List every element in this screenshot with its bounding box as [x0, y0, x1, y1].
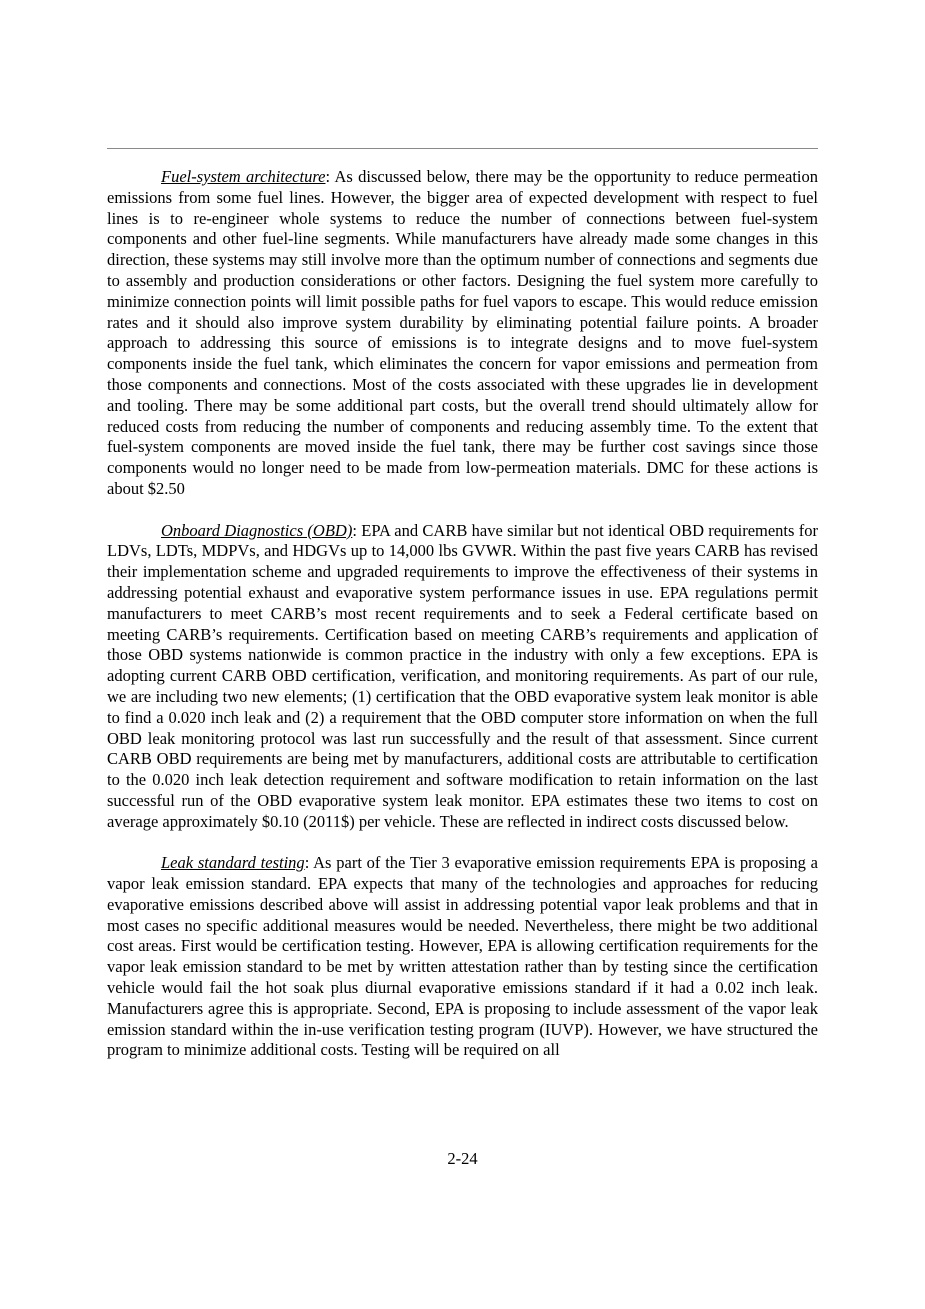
page-content	[107, 167, 818, 1061]
paragraph-lead-separator: :	[304, 853, 314, 873]
paragraph-lead: Fuel-system architecture	[161, 167, 326, 186]
paragraph-body: EPA and CARB have similar but not identical OBD requirements for LDVs, LDTs, MDPVs, and HDGVs up to 14,000 lbs GVWR. Within the past five years CARB has revised their implementation scheme and upgraded requirements to improve the effectiveness of their systems in addressing potential exhaust and evaporative system performance issues in use. EPA regulations permit manufacturers to meet CARB’s most recent requirements and to seek a Federal certificate based on meeting CARB’s requirements. Certification based on meeting CARB’s requirements and application of those OBD systems nationwide is common practice in the industry with only a few exceptions. EPA is adopting current CARB OBD certification, verification, and monitoring requirements. As part of our rule, we are including two new elements; (1) certification that the OBD evaporative system leak monitor is able to find a 0.020 inch leak and (2) a requirement that the OBD computer store information on when the full OBD leak monitoring protocol was last run successfully and the result of that assessment. Since current CARB OBD requirements are being met by manufacturers, additional costs are attributable to certification to the 0.020 inch leak detection requirement and software modification to retain information on the last successful run of the OBD evaporative system leak monitor. EPA estimates these two items to cost on average approximately $0.10 (2011$) per vehicle. These are reflected in indirect costs discussed below.	[107, 520, 818, 831]
paragraph-onboard-diagnostics	[107, 521, 818, 833]
paragraph-body: As part of the Tier 3 evaporative emission requirements EPA is proposing a vapor leak emission standard. EPA expects that many of the technologies and approaches for reducing evaporative emissions described above will assist in addressing potential vapor leak problems and that in most cases no specific additional measures would be needed. Nevertheless, there might be two additional cost areas. First would be certification testing. However, EPA is allowing certification requirements for the vapor leak emission standard to be met by written attestation rather than by testing since the certification vehicle would fail the hot soak plus diurnal evaporative emissions standard if it had a 0.02 inch leak. Manufacturers agree this is appropriate. Second, EPA is proposing to include assessment of the vapor leak emission standard within the in-use verification testing program (IUVP). However, we have structured the program to minimize additional costs. Testing will be required on all	[107, 853, 818, 1060]
paragraph-lead-separator: :	[325, 167, 335, 186]
paragraph-body: As discussed below, there may be the opportunity to reduce permeation emissions from some fuel lines. However, the bigger area of expected development with respect to fuel lines is to re-engineer whole systems to reduce the number of connections between fuel-system components and other fuel-line segments. While manufacturers have already made some changes in this direction, these systems may still involve more than the optimum number of connections and segments due to assembly and production considerations or other factors. Designing the fuel system more carefully to minimize connection points will limit possible paths for fuel vapors to escape. This would reduce emission rates and it should also improve system durability by eliminating potential failure points. A broader approach to addressing this source of emissions is to integrate designs and to move fuel-system components inside the fuel tank, which eliminates the concern for vapor emissions and permeation from those components and connections. Most of the costs associated with these upgrades lie in development and tooling. There may be some additional part costs, but the overall trend should ultimately allow for reduced costs from reducing the number of components and reducing assembly time. To the extent that fuel-system components are moved inside the fuel tank, there may be further cost savings since those components would no longer need to be made from low-permeation materials. DMC for these actions is about $2.50	[107, 167, 818, 498]
paragraph-fuel-system-architecture	[107, 167, 818, 500]
page-number: 2-24	[447, 1149, 478, 1168]
header-rule	[107, 148, 818, 149]
paragraph-lead: Onboard Diagnostics (OBD)	[161, 520, 353, 540]
paragraph-lead: Leak standard testing	[161, 853, 305, 873]
paragraph-lead-separator: :	[352, 520, 362, 540]
paragraph-leak-standard-testing	[107, 853, 818, 1061]
